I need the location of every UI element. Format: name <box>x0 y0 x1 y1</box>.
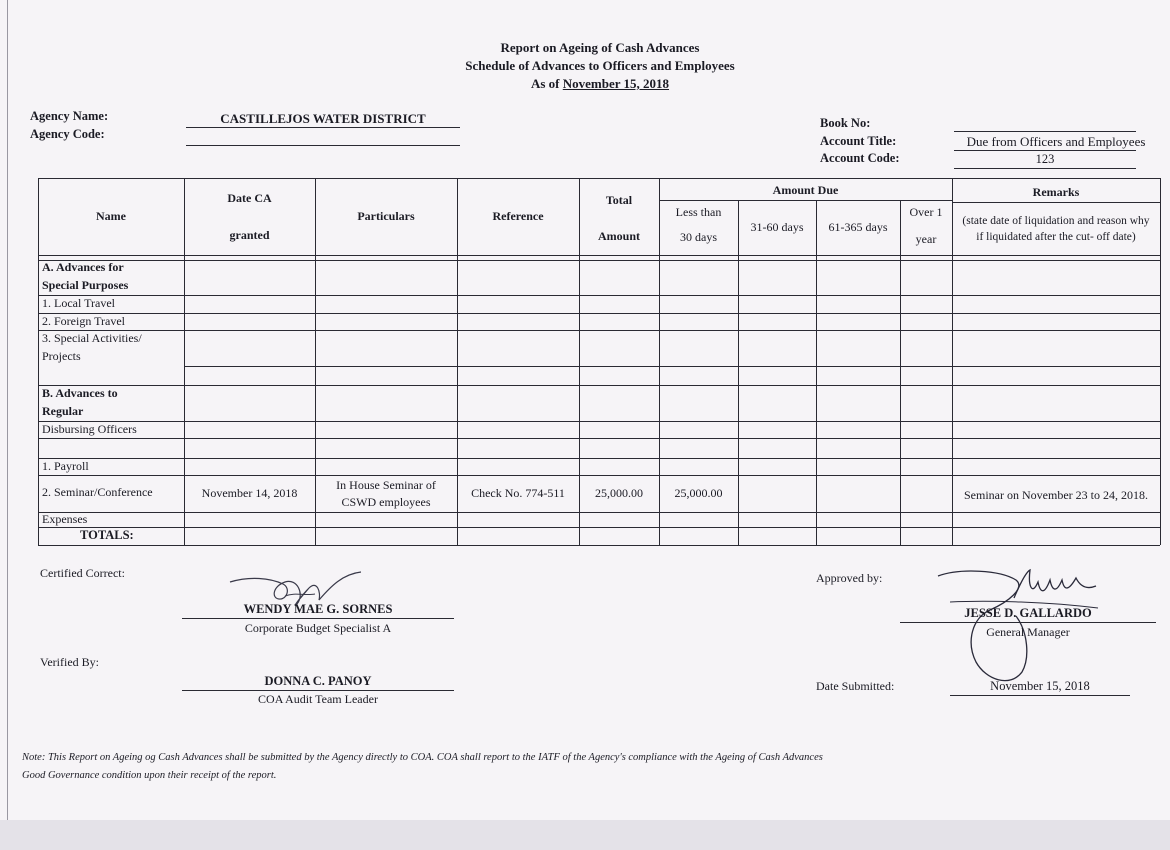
cell-total-amount: 25,000.00 <box>595 486 643 501</box>
row-line <box>38 385 1160 386</box>
verified-name: DONNA C. PANOY <box>264 674 372 688</box>
row-line <box>38 330 1160 331</box>
col-line <box>1160 178 1161 545</box>
book-no-label: Book No: <box>820 116 871 130</box>
col-header-date-bottom: granted <box>229 227 270 242</box>
col-header-lt30-top: Less than <box>675 204 722 219</box>
header-double-border <box>38 260 1160 261</box>
cell-less-than-30-days: 25,000.00 <box>674 486 723 501</box>
row-seminar-conference: 2. Seminar/Conference <box>42 485 153 499</box>
col-header-date-top: Date CA <box>227 190 272 205</box>
cell-61-365-days <box>816 475 900 512</box>
col-header-remarks-note: (state date of liquidation and reason why if liquidated after the cut- off date) <box>962 215 1150 243</box>
agency-name-value: CASTILLEJOS WATER DISTRICT <box>220 111 426 126</box>
row-local-travel: 1. Local Travel <box>42 296 115 310</box>
cell-reference: Check No. 774-511 <box>471 486 565 501</box>
date-submitted-underline <box>950 695 1130 696</box>
col-header-total-bottom: Amount <box>597 228 640 243</box>
ageing-table <box>38 178 1160 546</box>
book-no-underline <box>954 131 1136 132</box>
agency-code-label: Agency Code: <box>30 127 105 141</box>
row-line <box>38 313 1160 314</box>
col-header-amount-due: Amount Due <box>772 182 839 197</box>
section-a-line1: A. Advances for <box>42 260 124 274</box>
row-payroll: 1. Payroll <box>42 459 89 473</box>
col-header-reference: Reference <box>492 209 544 224</box>
agency-name-underline <box>186 127 460 128</box>
col-header-lt30-bottom: 30 days <box>680 229 717 244</box>
row-line <box>38 527 1160 528</box>
certified-name: WENDY MAE G. SORNES <box>243 602 393 616</box>
col-line <box>952 178 953 545</box>
col-header-over1-bottom: year <box>915 231 937 246</box>
cell-31-60-days <box>738 475 816 512</box>
scan-bottom-margin <box>0 820 1170 850</box>
cell-remarks: Seminar on November 23 to 24, 2018. <box>964 487 1148 502</box>
footer-note-line2: Good Governance condition upon their receipt of the report. <box>22 770 277 781</box>
table-bottom-border <box>38 545 1160 546</box>
col-header-particulars: Particulars <box>357 209 415 224</box>
verified-signature-line <box>182 690 454 691</box>
row-line <box>38 421 1160 422</box>
row-disbursing-officers: Disbursing Officers <box>42 422 137 436</box>
row-expenses: Expenses <box>42 512 88 526</box>
certified-correct-label: Certified Correct: <box>40 566 125 580</box>
row-foreign-travel: 2. Foreign Travel <box>42 314 126 328</box>
row-line <box>184 366 1160 367</box>
verified-role: COA Audit Team Leader <box>258 692 378 706</box>
date-submitted-value: November 15, 2018 <box>990 679 1090 693</box>
report-subtitle: Schedule of Advances to Officers and Employees <box>465 58 735 73</box>
cell-date-granted: November 14, 2018 <box>201 486 298 501</box>
approved-by-label: Approved by: <box>816 571 883 585</box>
cell-over-1-year <box>900 475 952 512</box>
col-header-31-60: 31-60 days <box>750 220 804 235</box>
row-line <box>38 295 1160 296</box>
paper-edge <box>7 0 8 820</box>
table-top-border <box>38 178 1160 179</box>
account-code-value: 123 <box>1035 152 1055 166</box>
account-code-label: Account Code: <box>820 151 900 165</box>
report-title: Report on Ageing of Cash Advances <box>500 40 700 55</box>
as-of-date: November 15, 2018 <box>562 76 670 91</box>
section-b-line1: B. Advances to <box>42 386 118 400</box>
row-line <box>38 458 1160 459</box>
certified-role: Corporate Budget Specialist A <box>244 621 392 635</box>
account-title-label: Account Title: <box>820 134 897 148</box>
approved-role: General Manager <box>986 625 1070 639</box>
verified-by-label: Verified By: <box>40 655 99 669</box>
approved-name: JESSE D. GALLARDO <box>964 606 1092 620</box>
col-header-over1-top: Over 1 <box>909 204 943 219</box>
agency-name-label: Agency Name: <box>30 109 109 123</box>
certified-signature-line <box>182 618 454 619</box>
col-header-name: Name <box>96 209 126 224</box>
account-title-value: Due from Officers and Employees <box>966 134 1146 149</box>
section-b-line2: Regular <box>42 404 84 418</box>
col-header-remarks: Remarks <box>1032 184 1080 199</box>
row-special-activities: 3. Special Activities/ <box>42 331 142 345</box>
account-code-underline <box>954 168 1136 169</box>
totals-label: TOTALS: <box>80 528 134 542</box>
approved-signature-line <box>900 622 1156 623</box>
cell-particulars: In House Seminar of CSWD employees <box>336 478 436 509</box>
agency-code-underline <box>186 145 460 146</box>
account-title-underline <box>954 150 1136 151</box>
footer-note-line1: Note: This Report on Ageing og Cash Advances shall be submitted by the Agency directly to COA. COA shall report to the IATF of the Agency's compliance with the Ageing of Cash Advances <box>22 752 823 763</box>
section-a-line2: Special Purposes <box>42 278 129 292</box>
row-projects: Projects <box>42 349 81 363</box>
as-of-prefix: As of <box>530 76 563 91</box>
row-line <box>38 438 1160 439</box>
col-header-61-365: 61-365 days <box>828 220 888 235</box>
report-as-of <box>0 76 1170 92</box>
date-submitted-label: Date Submitted: <box>816 679 895 693</box>
col-header-total-top: Total <box>605 192 633 207</box>
